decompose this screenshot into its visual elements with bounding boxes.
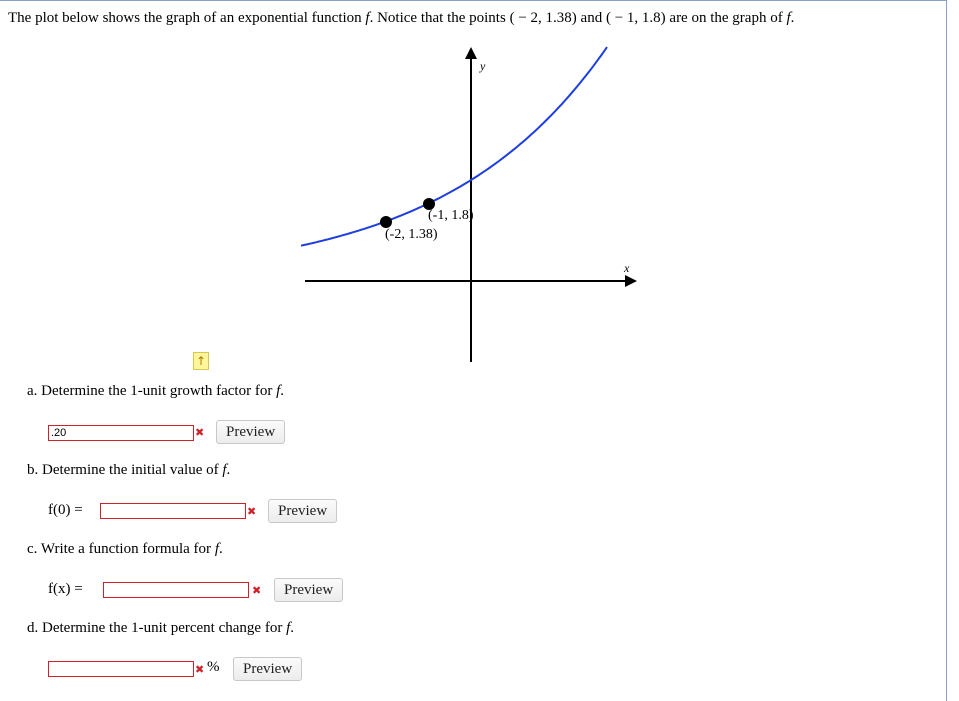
intro-suffix: . [790, 10, 795, 26]
intro-func-2: f [786, 10, 791, 26]
preview-c-button[interactable]: Preview [274, 578, 343, 602]
answer-b-label: f(0) = [48, 502, 83, 518]
question-d-text: d. Determine the 1-unit percent change for [27, 620, 287, 636]
intro-and: and [576, 10, 606, 26]
question-d-end: . [290, 620, 294, 636]
preview-a-button[interactable]: Preview [216, 420, 285, 444]
intro-point2: ( − 1, 1.8) [605, 10, 666, 26]
point-b-label: (-1, 1.8) [428, 208, 474, 223]
question-a-text: a. Determine the 1-unit growth factor for [27, 383, 277, 399]
question-b-func: f [222, 462, 227, 478]
preview-b-button[interactable]: Preview [268, 499, 337, 523]
answer-b-input[interactable] [100, 503, 246, 519]
intro-point1: ( − 2, 1.38) [509, 10, 577, 26]
intro-func: f [365, 10, 370, 26]
question-c-text: c. Write a function formula for [27, 541, 215, 557]
answer-a-input[interactable]: .20 [48, 425, 194, 441]
up-arrow-icon[interactable]: ↑ [193, 352, 209, 370]
question-a [27, 383, 284, 400]
intro-prefix: The plot below shows the graph of an exponential function [8, 10, 366, 26]
error-x-icon: ✖ [195, 426, 205, 439]
intro-mid2: are on the graph of [665, 10, 787, 26]
question-a-func: f [276, 383, 281, 399]
question-c [27, 541, 223, 558]
answer-c-input[interactable] [103, 582, 249, 598]
point-a-label: (-2, 1.38) [385, 227, 438, 242]
question-c-end: . [218, 541, 223, 557]
error-x-icon: ✖ [247, 505, 257, 518]
x-axis-label: x [624, 261, 630, 275]
x-axis-arrow-icon [625, 275, 637, 287]
intro-mid1: . Notice that the points [369, 10, 510, 26]
error-x-icon: ✖ [195, 663, 205, 676]
question-b-text: b. Determine the initial value of [27, 462, 223, 478]
question-b-end: . [226, 462, 231, 478]
percent-unit: % [207, 659, 220, 675]
question-c-func: f [214, 541, 219, 557]
y-axis-arrow-icon [465, 47, 477, 59]
question-d [27, 620, 294, 637]
question-d-func: f [286, 620, 291, 636]
question-b [27, 462, 230, 479]
preview-d-button[interactable]: Preview [233, 657, 302, 681]
error-x-icon: ✖ [252, 584, 262, 597]
answer-d-input[interactable] [48, 661, 194, 677]
y-axis-label: y [480, 59, 486, 73]
question-a-end: . [280, 383, 284, 399]
answer-c-label: f(x) = [48, 581, 83, 597]
